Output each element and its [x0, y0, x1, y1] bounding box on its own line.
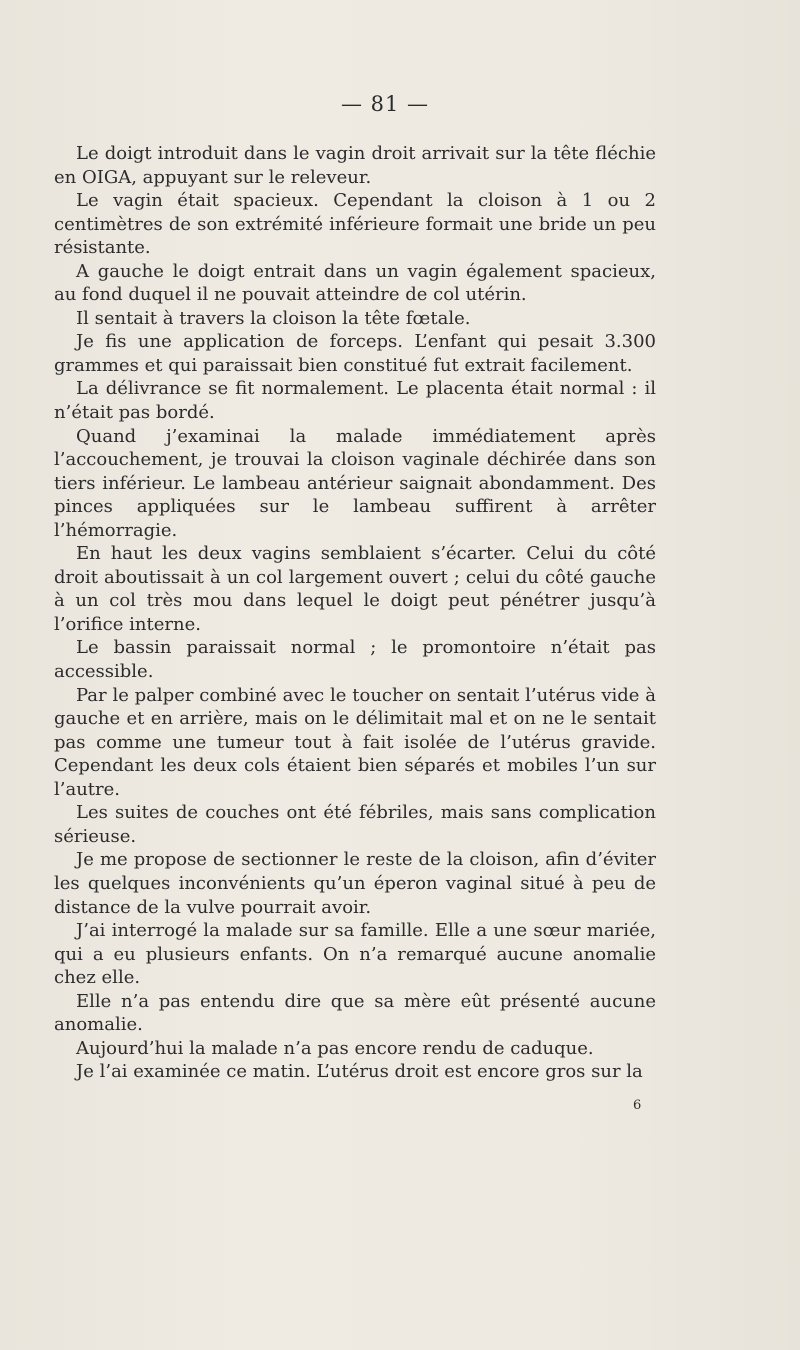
paragraph: Elle n’a pas entendu dire que sa mère eût présenté aucune anomalie.	[54, 990, 656, 1036]
paragraph: Il sentait à travers la cloison la tête fœtale.	[76, 307, 471, 329]
paragraph: Quand j’examinai la malade immédiatement après l’accouchement, je trouvai la cloison vaginale déchirée dans son tiers inférieur. Le lambeau antérieur saignait abondamment. Des pinces appliquées sur le lambeau suffirent à arrêter l’hémorragie.	[54, 425, 656, 541]
page-number: — 81 —	[340, 92, 430, 116]
paragraph: Les suites de couches ont été fébriles, mais sans complication sérieuse.	[54, 802, 656, 847]
paragraph: La délivrance se fit normalement. Le placenta était normal : il n’était pas bordé.	[54, 378, 656, 424]
body-text	[54, 142, 656, 1084]
paragraph: Je l’ai examinée ce matin. L’utérus droit est encore gros sur la	[76, 1061, 643, 1083]
paragraph: Le doigt introduit dans le vagin droit arrivait sur la tête fléchie en OIGA, appuyant sur le releveur.	[54, 143, 656, 188]
signature-mark: 6	[633, 1098, 642, 1113]
paragraph: En haut les deux vagins semblaient s’écarter. Celui du côté droit aboutissait à un col largement ouvert ; celui du côté gauche à un col très mou dans lequel le doigt peut pénétrer jusqu’à l’orifice interne.	[54, 543, 656, 635]
paragraph: Je me propose de sectionner le reste de la cloison, afin d’éviter les quelques inconvénients qu’un éperon vaginal situé à peu de distance de la vulve pourrait avoir.	[54, 849, 656, 918]
paragraph: J’ai interrogé la malade sur sa famille. Elle a une sœur mariée, qui a eu plusieurs enfants. On n’a remarqué aucune anomalie chez elle.	[54, 920, 656, 989]
paragraph: Le vagin était spacieux. Cependant la cloison à 1 ou 2 centimètres de son extrémité inférieure formait une bride un peu résistante.	[54, 190, 656, 259]
paragraph: Aujourd’hui la malade n’a pas encore rendu de caduque.	[76, 1037, 594, 1059]
paragraph: Par le palper combiné avec le toucher on sentait l’utérus vide à gauche et en arrière, mais on le délimitait mal et on ne le sentait pas comme une tumeur tout à fait isolée de l’utérus gravide. Cependant les deux cols étaient bien séparés et mobiles l’un sur l’autre.	[54, 684, 656, 800]
paragraph: Je fis une application de forceps. L’enfant qui pesait 3.300 grammes et qui paraissait bien constitué fut extrait facilement.	[54, 331, 656, 376]
paragraph: A gauche le doigt entrait dans un vagin également spacieux, au fond duquel il ne pouvait atteindre de col utérin.	[54, 260, 656, 306]
paragraph: Le bassin paraissait normal ; le promontoire n’était pas accessible.	[54, 637, 656, 683]
